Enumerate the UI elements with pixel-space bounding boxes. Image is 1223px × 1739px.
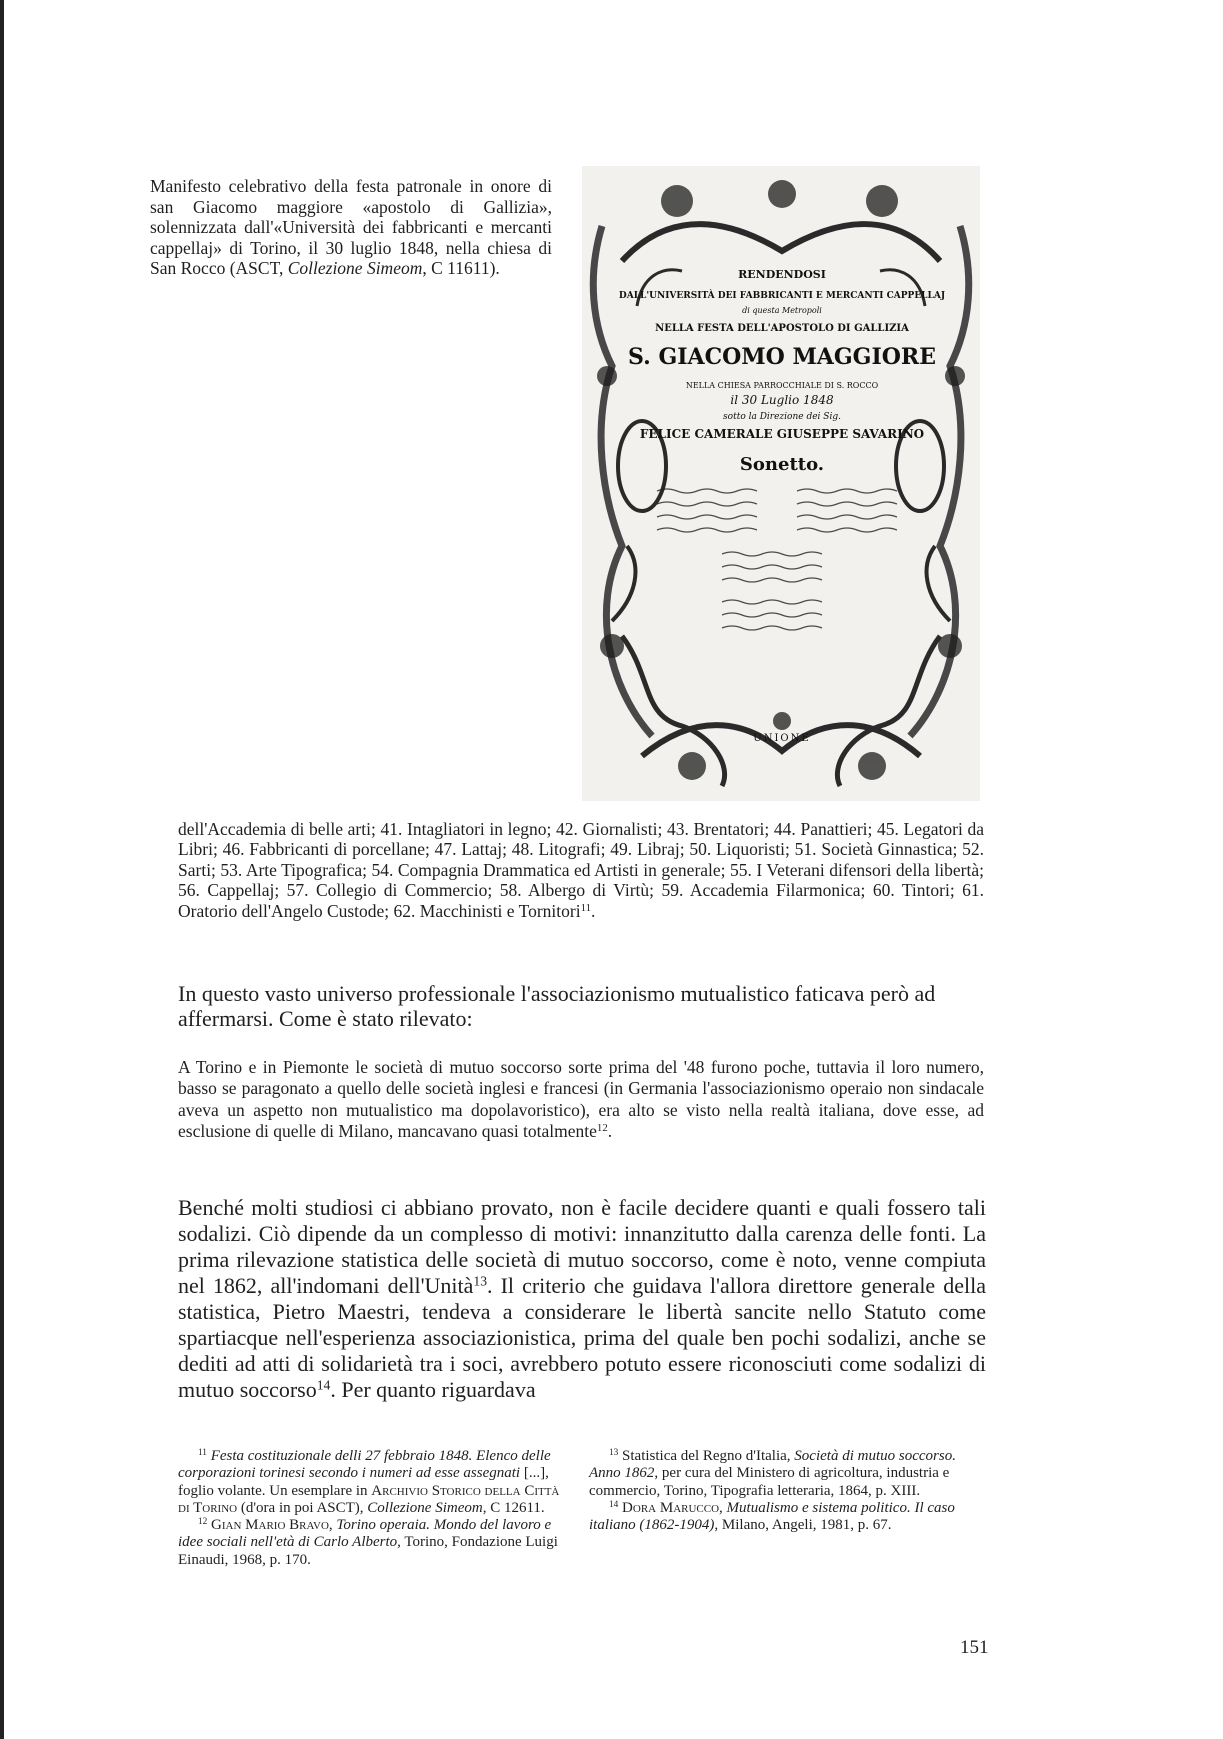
footnote-13-number: 13 [609,1447,619,1458]
footnote-14-sep: , [719,1499,727,1516]
manifesto-line7: il 30 Luglio 1848 [730,393,834,407]
footnote-13-title: Società di mutuo soccorso. Anno 1862 [589,1448,956,1482]
footnote-11-collection: Collezione Simeom [367,1499,483,1516]
footnote-11-text2: (d'ora in poi ASCT), [237,1499,368,1516]
footnote-14 [589,1500,983,1535]
footnote-12-sep: , [328,1517,337,1534]
manifesto-line5: S. GIACOMO MAGGIORE [628,344,936,370]
footnote-14-text: , Milano, Angeli, 1981, p. 67. [714,1517,892,1534]
footnote-12 [178,1517,566,1569]
footnote-14-author: Dora Marucco [622,1499,720,1516]
manifesto-image [582,166,980,801]
footnote-ref-12: 12 [596,1121,608,1134]
footnote-ref-14: 14 [316,1377,331,1393]
footnote-11-text3: , C 12611. [482,1499,545,1516]
footnote-14-title: Mutualismo e sistema politico. Il caso italiano (1862-1904) [589,1499,955,1534]
para2-part-a: Benché molti studiosi ci abbiano provato, non è facile decidere quanti e quali fossero tali sodalizi. Ciò dipende da un complesso di motivi: innanzitutto dalla carenza delle fonti. La prima rilevazione statistica delle società di mutuo soccorso, come è noto, venne compiuta nel 1862, all'indomani dell'Unità [178,1195,986,1298]
corporations-list: dell'Accademia di belle arti; 41. Intagliatori in legno; 42. Giornalisti; 43. Brentatori; 44. Panattieri; 45. Legatori da Libri; 46. Fabbricanti di porcellane; 47. Lattaj; 48. Litografi; 49. Libraj; 50. Liquoristi; 51. Società Ginnastica; 52. Sarti; 53. Arte Tipografica; 54. Compagnia Drammatica ed Artisti in generale; 55. I Veterani difensori della libertà; 56. Cappellaj; 57. Collegio di Commercio; 58. Albergo di Virtù; 59. Accademia Filarmonica; 60. Tintori; 61. Oratorio dell'Angelo Custode; 62. Macchinisti e Tornitori$^{11}$. [178,819,984,921]
manifesto-line4: NELLA FESTA DELL'APOSTOLO DI GALLIZIA [655,323,909,334]
page-edge [0,0,4,1739]
footnote-14-number: 14 [609,1499,619,1510]
footnote-13-text1: Statistica del Regno d'Italia, [622,1448,795,1464]
footnote-11-text1: [...], foglio volante. Un esemplare in [178,1465,549,1499]
manifesto-heading: Sonetto. [739,454,825,475]
para2-part-b: . Il criterio che guidava l'allora direttore generale della statistica, Pietro Maestri, tendeva a considerare le libertà sancite nello Statuto come spartiacque nell'esperienza associazionistica, prima del quale ben pochi sodalizi, anche se dediti ad atti di solidarietà tra i soci, avrebbero potuto essere riconosciuti come sodalizi di mutuo soccorso [178,1273,986,1402]
caption-collection: Collezione Simeom [287,258,423,278]
footnote-ref-13: 13 [473,1273,488,1289]
footnote-13-text2: , per cura del Ministero di agricoltura, industria e commercio, Torino, Tipografia letteraria, 1864, p. XIII. [589,1465,950,1499]
body-paragraph-1: In questo vasto universo professionale l'associazionismo mutualistico faticava però ad affermarsi. Come è stato rilevato: [178,981,936,1031]
footnote-12-author: Gian Mario Bravo [211,1517,329,1534]
footnote-11-archive: Archivio Storico della Città di Torino [178,1482,560,1516]
footnote-11-title: Festa costituzionale delli 27 febbraio 1848. Elenco delle corporazioni torinesi secondo i numeri ad esse assegnati [178,1448,551,1482]
manifesto-line3: di questa Metropoli [742,306,822,315]
block-quote: A Torino e in Piemonte le società di mutuo soccorso sorte prima del '48 furono poche, tuttavia il loro numero, basso se paragonato a quello delle società inglesi e francesi (in Germania l'associazionismo operaio non sindacale aveva un aspetto non mutualistico ma dopolavoristico), era alto se visto nella realtà italiana, dove esse, ad esclusione di quelle di Milano, mancavano quasi totalmente$^{12}$. [178,1057,984,1141]
figure-caption [150,176,552,279]
footnotes-right [589,1448,983,1534]
para2-part-c: . Per quanto riguardava [330,1377,536,1402]
footnote-12-text: , Torino, Fondazione Luigi Einaudi, 1968, p. 170. [178,1534,558,1568]
manifesto-line1: RENDENDOSI [738,268,826,281]
footnote-11 [178,1448,566,1517]
footnote-12-number: 12 [198,1517,208,1528]
list-text: dell'Accademia di belle arti; 41. Intagliatori in legno; 42. Giornalisti; 43. Brentatori; 44. Panattieri; 45. Legatori da Libri; 46. Fabbricanti di porcellane; 47. Lattaj; 48. Litografi; 49. Libraj; 50. Liquoristi; 51. Società Ginnastica; 52. Sarti; 53. Arte Tipografica; 54. Compagnia Drammatica ed Artisti in generale; 55. I Veterani difensori della libertà; 56. Cappellaj; 57. Collegio di Commercio; 58. Albergo di Virtù; 59. Accademia Filarmonica; 60. Tintori; 61. Oratorio dell'Angelo Custode; 62. Macchinisti e Tornitori [178,819,984,921]
manifesto-line9: FELICE CAMERALE GIUSEPPE SAVARINO [639,427,925,441]
body-paragraph-2 [178,1195,986,1403]
footnote-ref-11: 11 [580,901,592,914]
page-number: 151 [960,1637,989,1658]
manifesto-line6: NELLA CHIESA PARROCCHIALE DI S. ROCCO [685,381,879,390]
manifesto-footer: UNIONE [753,733,811,744]
footnote-13 [589,1448,983,1500]
footnote-12-title: Torino operaia. Mondo del lavoro e idee sociali nell'età di Carlo Alberto [178,1517,552,1551]
caption-ref: , C 11611). [422,258,500,278]
caption-text: Manifesto celebrativo della festa patronale in onore di san Giacomo maggiore «apostolo di Gallizia», solennizzata dall'«Università dei fabbricanti e mercanti cappellaj» di Torino, il 30 luglio 1848, nella chiesa di San Rocco (ASCT, [150,176,552,278]
footnotes-left [178,1448,566,1569]
footnote-11-number: 11 [198,1447,207,1458]
manifesto-drawing [582,166,980,801]
quote-text: A Torino e in Piemonte le società di mutuo soccorso sorte prima del '48 furono poche, tuttavia il loro numero, basso se paragonato a quello delle società inglesi e francesi (in Germania l'associazionismo operaio non sindacale aveva un aspetto non mutualistico ma dopolavoristico), era alto se visto nella realtà italiana, dove esse, ad esclusione di quelle di Milano, mancavano quasi totalmente [178,1057,984,1141]
manifesto-line2: DALL'UNIVERSITÀ DEI FABBRICANTI E MERCANTI CAPPELLAJ [618,291,946,301]
manifesto-line8: sotto la Direzione dei Sig. [723,412,841,422]
